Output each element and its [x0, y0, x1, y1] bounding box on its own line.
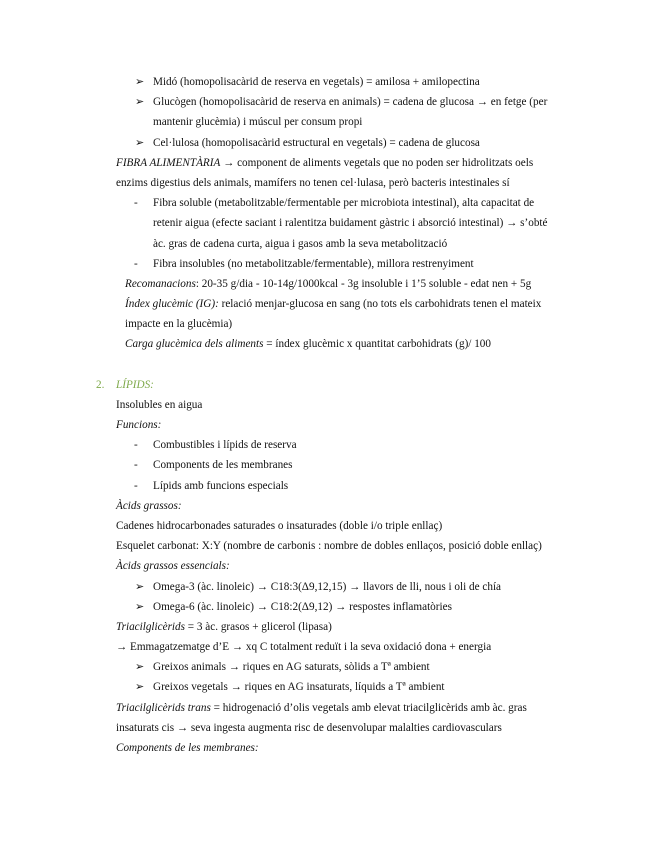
text-run: Greixos animals → riques en AG saturats, sòlids a Tª ambient [153, 661, 430, 674]
text-line [0, 657, 655, 677]
bullet-arrow-icon: ➢ [135, 600, 145, 613]
text-line [0, 415, 655, 435]
bullet-arrow-icon: ➢ [135, 96, 145, 109]
text-run: Fibra soluble (metabolitzable/fermentable per microbiota intestinal), alta capacitat de [153, 197, 535, 210]
text-run: impacte en la glucèmia) [125, 318, 233, 331]
text-run: Glucògen (homopolisacàrid de reserva en animals) = cadena de glucosa → en fetge (per [153, 96, 548, 109]
text-line [0, 556, 655, 576]
text-line [0, 314, 655, 334]
text-run: Components de les membranes: [116, 742, 259, 754]
text-line [0, 173, 655, 193]
text-line [0, 274, 655, 294]
text-run: Esquelet carbonat: X:Y (nombre de carbonis : nombre de dobles enllaços, posició doble enllaç) [116, 540, 542, 553]
text-run: Combustibles i lípids de reserva [153, 439, 297, 452]
text-line [0, 294, 655, 314]
text-run: Fibra insolubles (no metabolitzable/fermentable), millora restrenyiment [153, 257, 474, 270]
text-run: retenir aigua (efecte saciant i ralentitza buidament gàstric i absorció intestinal) → s’obté [153, 217, 548, 230]
bullet-arrow-icon: ➢ [135, 580, 145, 593]
text-line [0, 213, 655, 233]
text-line [0, 496, 655, 516]
text-line [0, 536, 655, 556]
text-run: àc. gras de cadena curta, aigua i gasos amb la seva metabolització [153, 237, 448, 250]
text-line [0, 597, 655, 617]
text-run: = 3 àc. grasos + glicerol (lipasa) [185, 620, 332, 633]
text-run: Carga glucèmica dels aliments [125, 338, 264, 351]
text-run: Funcions: [116, 419, 162, 431]
text-line [0, 334, 655, 354]
text-run: Recomanacions [125, 277, 196, 290]
text-run: Cel·lulosa (homopolisacàrid estructural en vegetals) = cadena de glucosa [153, 136, 480, 149]
text-run: mantenir glucèmia) i múscul per consum propi [153, 116, 363, 129]
text-run: Índex glucèmic (IG): [125, 298, 219, 311]
text-run: LÍPIDS: [116, 378, 154, 391]
text-run: Àcids grassos: [116, 499, 182, 512]
text-run: insaturats cis → seva ingesta augmenta risc de desenvolupar malalties cardiovasculars [116, 721, 502, 734]
bullet-arrow-icon: ➢ [135, 681, 145, 694]
text-run: → Emmagatzematge d’E → xq C totalment reduït i la seva oxidació dona + energia [116, 641, 492, 654]
text-run: Omega-3 (àc. linoleic) → C18:3(Δ9,12,15) → llavors de lli, nous i oli de chía [153, 580, 502, 593]
text-run: Omega-6 (àc. linoleic) → C18:2(Δ9,12) → respostes inflamatòries [153, 600, 452, 613]
text-line [0, 153, 655, 173]
text-run: FIBRA ALIMENTÀRIA [116, 156, 221, 169]
text-run: Midó (homopolisacàrid de reserva en vegetals) = amilosa + amilopectina [153, 76, 480, 88]
text-line [0, 516, 655, 536]
text-run: Cadenes hidrocarbonades saturades o insaturades (doble i/o triple enllaç) [116, 519, 443, 532]
text-line [0, 254, 655, 274]
text-run: Triacilglicèrids trans [116, 701, 211, 714]
text-run: Triacilglicèrids [116, 620, 185, 633]
document-page [0, 72, 655, 758]
text-run: → component de aliments vegetals que no poden ser hidrolitzats oels [220, 156, 534, 169]
text-run: Insolubles en aigua [116, 398, 203, 411]
text-line [0, 395, 655, 415]
text-line [0, 193, 655, 213]
text-line [0, 577, 655, 597]
text-line [0, 234, 655, 254]
bullet-arrow-icon: ➢ [135, 136, 145, 149]
text-line [0, 92, 655, 112]
text-line [0, 112, 655, 132]
text-line [0, 718, 655, 738]
text-line [0, 476, 655, 496]
spacer [0, 355, 655, 375]
text-line [0, 617, 655, 637]
bullet-dash-icon: - [134, 257, 138, 270]
text-line [0, 435, 655, 455]
text-line [0, 455, 655, 475]
bullet-arrow-icon: ➢ [135, 76, 145, 88]
text-line [0, 698, 655, 718]
text-line [0, 677, 655, 697]
text-run: = hidrogenació d’olis vegetals amb elevat triacilglicèrids amb àc. gras [210, 701, 527, 714]
text-line [0, 637, 655, 657]
text-line [0, 738, 655, 758]
text-run: enzims digestius dels animals, mamífers no tenen cel·lulasa, però bacteris intestinales sí [116, 176, 510, 189]
bullet-arrow-icon: ➢ [135, 661, 145, 674]
bullet-dash-icon: - [134, 439, 138, 452]
section-number: 2. [96, 378, 105, 391]
bullet-dash-icon: - [134, 197, 138, 210]
text-run: relació menjar-glucosa en sang (no tots els carbohidrats tenen el mateix [218, 298, 542, 311]
text-run: = índex glucèmic x quantitat carbohidrats (g)/ 100 [263, 338, 491, 351]
text-run: Àcids grassos essencials: [116, 560, 230, 573]
section-heading [0, 375, 655, 395]
text-line [0, 133, 655, 153]
text-run: Components de les membranes [153, 459, 293, 472]
bullet-dash-icon: - [134, 459, 138, 472]
bullet-dash-icon: - [134, 479, 138, 492]
text-run: : 20-35 g/dia - 10-14g/1000kcal - 3g insoluble i 1’5 soluble - edat nen + 5g [195, 277, 532, 290]
text-run: Lípids amb funcions especials [153, 479, 289, 492]
text-line [0, 72, 655, 92]
text-run: Greixos vegetals → riques en AG insaturats, líquids a Tª ambient [153, 681, 445, 694]
